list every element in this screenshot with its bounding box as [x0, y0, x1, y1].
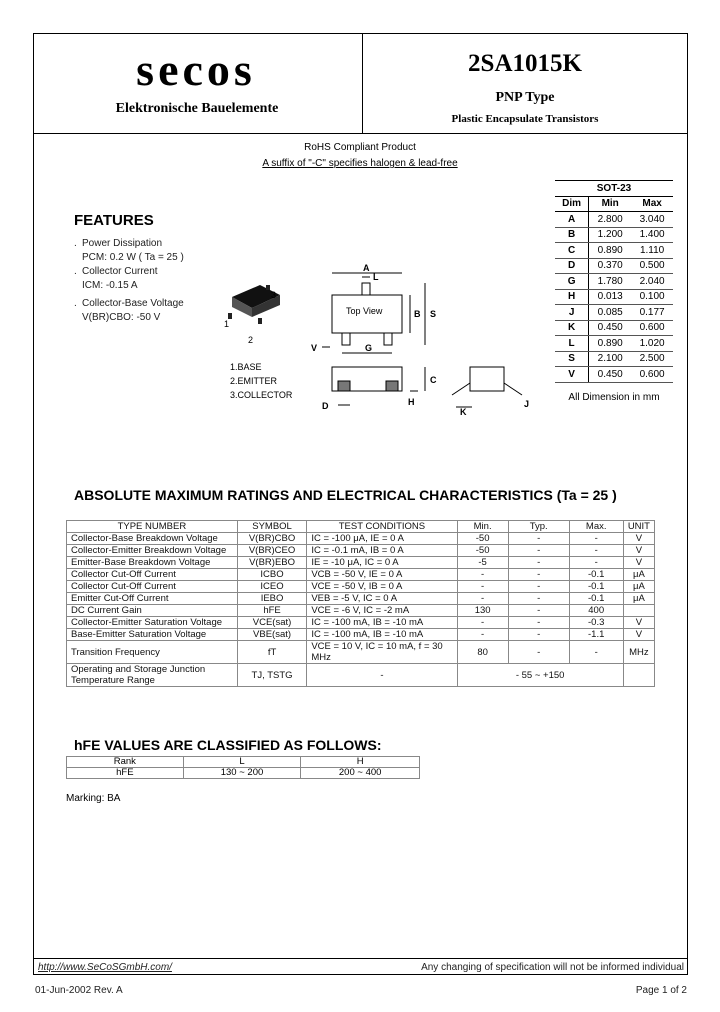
col-header: SYMBOL	[237, 521, 307, 533]
logo-text: secos	[136, 52, 256, 92]
param-typ: -	[508, 605, 569, 617]
dimension-row	[555, 320, 673, 336]
pin-base: 1.BASE	[230, 362, 262, 372]
param-test: IE = -10 μA, IC = 0 A	[307, 557, 457, 569]
dim-min: 0.013	[589, 289, 632, 305]
pin-number: 3	[271, 290, 277, 300]
dim-min: 0.890	[589, 243, 632, 259]
dim-max: 1.400	[631, 227, 673, 243]
table-row	[67, 545, 655, 557]
hfe-title: hFE VALUES ARE CLASSIFIED AS FOLLOWS:	[74, 737, 382, 753]
param-min: 80	[457, 641, 508, 664]
dim-label-H: H	[408, 397, 415, 407]
header-bottom-rule	[33, 133, 688, 134]
dim-max: 0.600	[631, 367, 673, 383]
param-name: Collector-Emitter Breakdown Voltage	[67, 545, 238, 557]
param-value: - 55 ~ +150	[457, 664, 623, 687]
dim-code: H	[555, 289, 589, 305]
col-header: Min	[589, 196, 632, 212]
param-min: -	[457, 617, 508, 629]
param-typ: -	[508, 641, 569, 664]
dim-label-J: J	[524, 399, 530, 409]
table-row	[67, 557, 655, 569]
rank-label: Rank	[67, 757, 184, 768]
electrical-characteristics-table	[66, 520, 655, 687]
param-unit: V	[623, 629, 654, 641]
table-row	[67, 664, 655, 687]
dim-label-L: L	[373, 272, 379, 282]
param-typ: -	[508, 617, 569, 629]
top-view-label: Top View	[346, 306, 383, 316]
rohs-notice: RoHS Compliant Product	[304, 142, 416, 153]
param-max: -1.1	[569, 629, 623, 641]
feature-item: . Collector Current	[74, 266, 158, 277]
dim-label-G: G	[365, 343, 373, 353]
table-row	[67, 569, 655, 581]
part-number: 2SA1015K	[468, 50, 582, 77]
param-unit: μA	[623, 581, 654, 593]
brand-subtitle: Elektronische Bauelemente	[115, 101, 279, 116]
param-typ: -	[508, 557, 569, 569]
hfe-classification-table	[66, 756, 420, 779]
part-description: Plastic Encapsulate Transistors	[451, 113, 599, 125]
param-unit: V	[623, 617, 654, 629]
table-row	[67, 533, 655, 545]
param-typ: -	[508, 629, 569, 641]
dim-label-S: S	[430, 309, 437, 319]
dimension-row	[555, 351, 673, 367]
param-symbol: hFE	[237, 605, 307, 617]
param-test: VCB = -50 V, IE = 0 A	[307, 569, 457, 581]
dim-label-A: A	[363, 263, 370, 273]
ratings-title: ABSOLUTE MAXIMUM RATINGS AND ELECTRICAL CHARACTERISTICS (Ta = 25 )	[74, 487, 617, 503]
feature-item: V(BR)CBO: -50 V	[82, 312, 161, 323]
features-title: FEATURES	[74, 212, 154, 229]
col-header: TYPE NUMBER	[67, 521, 238, 533]
param-test: VCE = -50 V, IB = 0 A	[307, 581, 457, 593]
param-name: Collector Cut-Off Current	[67, 581, 238, 593]
sot23-dimension-table	[555, 180, 673, 383]
param-unit: V	[623, 557, 654, 569]
param-unit: MHz	[623, 641, 654, 664]
param-symbol: VBE(sat)	[237, 629, 307, 641]
footer-rule	[33, 958, 688, 959]
dim-min: 2.100	[589, 351, 632, 367]
param-max: -0.1	[569, 581, 623, 593]
dim-code: V	[555, 367, 589, 383]
page-number: Page 1 of 2	[635, 985, 687, 996]
param-unit: V	[623, 545, 654, 557]
dimension-row	[555, 227, 673, 243]
table-row	[67, 605, 655, 617]
param-min: -	[457, 593, 508, 605]
package-3d-icon	[224, 285, 280, 345]
param-symbol: V(BR)EBO	[237, 557, 307, 569]
pin-number: 1	[224, 319, 230, 329]
dim-label-B: B	[414, 309, 421, 319]
param-max: -	[569, 641, 623, 664]
dim-min: 0.370	[589, 258, 632, 274]
param-min: 130	[457, 605, 508, 617]
param-test: IC = -100 μA, IE = 0 A	[307, 533, 457, 545]
pin-number: 2	[248, 335, 254, 345]
col-header: Dim	[555, 196, 589, 212]
dim-code: S	[555, 351, 589, 367]
param-max: -0.1	[569, 569, 623, 581]
dimension-row	[555, 212, 673, 228]
dimension-row	[555, 243, 673, 259]
param-max: -0.3	[569, 617, 623, 629]
dim-label-V: V	[311, 343, 318, 353]
feature-item: PCM: 0.2 W ( Ta = 25 )	[82, 252, 184, 263]
page-frame	[33, 33, 688, 975]
dim-max: 0.177	[631, 305, 673, 321]
dimension-row	[555, 289, 673, 305]
halogen-note: A suffix of "-C" specifies halogen & lead-free	[262, 158, 458, 169]
param-typ: -	[508, 569, 569, 581]
col-header: TEST CONDITIONS	[307, 521, 457, 533]
rank-h: H	[301, 757, 420, 768]
table-row	[67, 617, 655, 629]
revision-date: 01-Jun-2002 Rev. A	[35, 985, 123, 996]
feature-item: . Power Dissipation	[74, 238, 163, 249]
website-link[interactable]: http://www.SeCoSGmbH.com/	[38, 962, 172, 973]
param-name: DC Current Gain	[67, 605, 238, 617]
dim-min: 1.200	[589, 227, 632, 243]
table-row	[67, 757, 420, 768]
dimension-row	[555, 367, 673, 383]
param-name: Collector-Base Breakdown Voltage	[67, 533, 238, 545]
param-test: VCE = -6 V, IC = -2 mA	[307, 605, 457, 617]
col-header: Max	[631, 196, 673, 212]
table-row	[67, 641, 655, 664]
dim-label-K: K	[460, 407, 467, 417]
col-header: Max.	[569, 521, 623, 533]
dim-label-C: C	[430, 375, 437, 385]
param-symbol: VCE(sat)	[237, 617, 307, 629]
dim-max: 0.100	[631, 289, 673, 305]
param-test: IC = -0.1 mA, IB = 0 A	[307, 545, 457, 557]
param-typ: -	[508, 581, 569, 593]
param-max: -	[569, 545, 623, 557]
param-name: Operating and Storage Junction Temperature Range	[67, 664, 238, 687]
dim-code: C	[555, 243, 589, 259]
param-symbol: TJ, TSTG	[237, 664, 307, 687]
param-unit	[623, 605, 654, 617]
param-symbol: V(BR)CBO	[237, 533, 307, 545]
param-symbol: V(BR)CEO	[237, 545, 307, 557]
pin-collector: 3.COLLECTOR	[230, 390, 293, 400]
pin-emitter: 2.EMITTER	[230, 376, 278, 386]
hfe-range-h: 200 ~ 400	[301, 768, 420, 779]
marking-code: Marking: BA	[66, 793, 121, 804]
param-min: -5	[457, 557, 508, 569]
dim-code: B	[555, 227, 589, 243]
dimension-row	[555, 258, 673, 274]
dimension-row	[555, 305, 673, 321]
dim-max: 3.040	[631, 212, 673, 228]
param-symbol: IEBO	[237, 593, 307, 605]
feature-item: . Collector-Base Voltage	[74, 298, 184, 309]
col-header: Min.	[457, 521, 508, 533]
param-unit	[623, 664, 654, 687]
end-view-drawing	[452, 367, 522, 407]
param-symbol: fT	[237, 641, 307, 664]
param-test: VEB = -5 V, IC = 0 A	[307, 593, 457, 605]
dim-code: L	[555, 336, 589, 352]
param-name: Collector Cut-Off Current	[67, 569, 238, 581]
change-notice: Any changing of specification will not be informed individual	[421, 962, 684, 973]
dim-code: J	[555, 305, 589, 321]
param-max: -	[569, 533, 623, 545]
rank-l: L	[183, 757, 301, 768]
param-name: Collector-Emitter Saturation Voltage	[67, 617, 238, 629]
param-min: -50	[457, 545, 508, 557]
param-test: -	[307, 664, 457, 687]
dim-max: 1.110	[631, 243, 673, 259]
sot23-title: SOT-23	[555, 181, 673, 197]
table-row	[67, 629, 655, 641]
param-test: IC = -100 mA, IB = -10 mA	[307, 629, 457, 641]
col-header: UNIT	[623, 521, 654, 533]
dim-max: 0.500	[631, 258, 673, 274]
param-name: Emitter-Base Breakdown Voltage	[67, 557, 238, 569]
param-max: 400	[569, 605, 623, 617]
param-min: -	[457, 569, 508, 581]
dim-code: K	[555, 320, 589, 336]
hfe-label: hFE	[67, 768, 184, 779]
param-typ: -	[508, 593, 569, 605]
part-type: PNP Type	[495, 90, 555, 105]
param-typ: -	[508, 545, 569, 557]
param-min: -	[457, 581, 508, 593]
param-unit: μA	[623, 593, 654, 605]
param-typ: -	[508, 533, 569, 545]
hfe-range-l: 130 ~ 200	[183, 768, 301, 779]
table-row	[67, 768, 420, 779]
param-unit: μA	[623, 569, 654, 581]
table-row	[67, 581, 655, 593]
dim-max: 1.020	[631, 336, 673, 352]
dim-min: 2.800	[589, 212, 632, 228]
param-name: Base-Emitter Saturation Voltage	[67, 629, 238, 641]
param-max: -	[569, 557, 623, 569]
dim-min: 0.450	[589, 320, 632, 336]
table-row	[67, 593, 655, 605]
param-min: -50	[457, 533, 508, 545]
feature-item: ICM: -0.15 A	[82, 280, 138, 291]
dimension-row	[555, 336, 673, 352]
dim-code: G	[555, 274, 589, 290]
dim-max: 2.040	[631, 274, 673, 290]
dim-min: 0.450	[589, 367, 632, 383]
dimension-note: All Dimension in mm	[568, 392, 660, 403]
param-symbol: ICEO	[237, 581, 307, 593]
param-name: Emitter Cut-Off Current	[67, 593, 238, 605]
param-test: IC = -100 mA, IB = -10 mA	[307, 617, 457, 629]
param-max: -0.1	[569, 593, 623, 605]
col-header: Typ.	[508, 521, 569, 533]
secos-logo	[112, 52, 280, 92]
param-symbol: ICBO	[237, 569, 307, 581]
dim-min: 0.890	[589, 336, 632, 352]
dim-label-D: D	[322, 401, 329, 411]
dim-min: 1.780	[589, 274, 632, 290]
param-test: VCE = 10 V, IC = 10 mA, f = 30 MHz	[307, 641, 457, 664]
param-name: Transition Frequency	[67, 641, 238, 664]
param-min: -	[457, 629, 508, 641]
dimension-row	[555, 274, 673, 290]
dim-max: 0.600	[631, 320, 673, 336]
dim-code: A	[555, 212, 589, 228]
dim-code: D	[555, 258, 589, 274]
dim-max: 2.500	[631, 351, 673, 367]
dim-min: 0.085	[589, 305, 632, 321]
param-unit: V	[623, 533, 654, 545]
